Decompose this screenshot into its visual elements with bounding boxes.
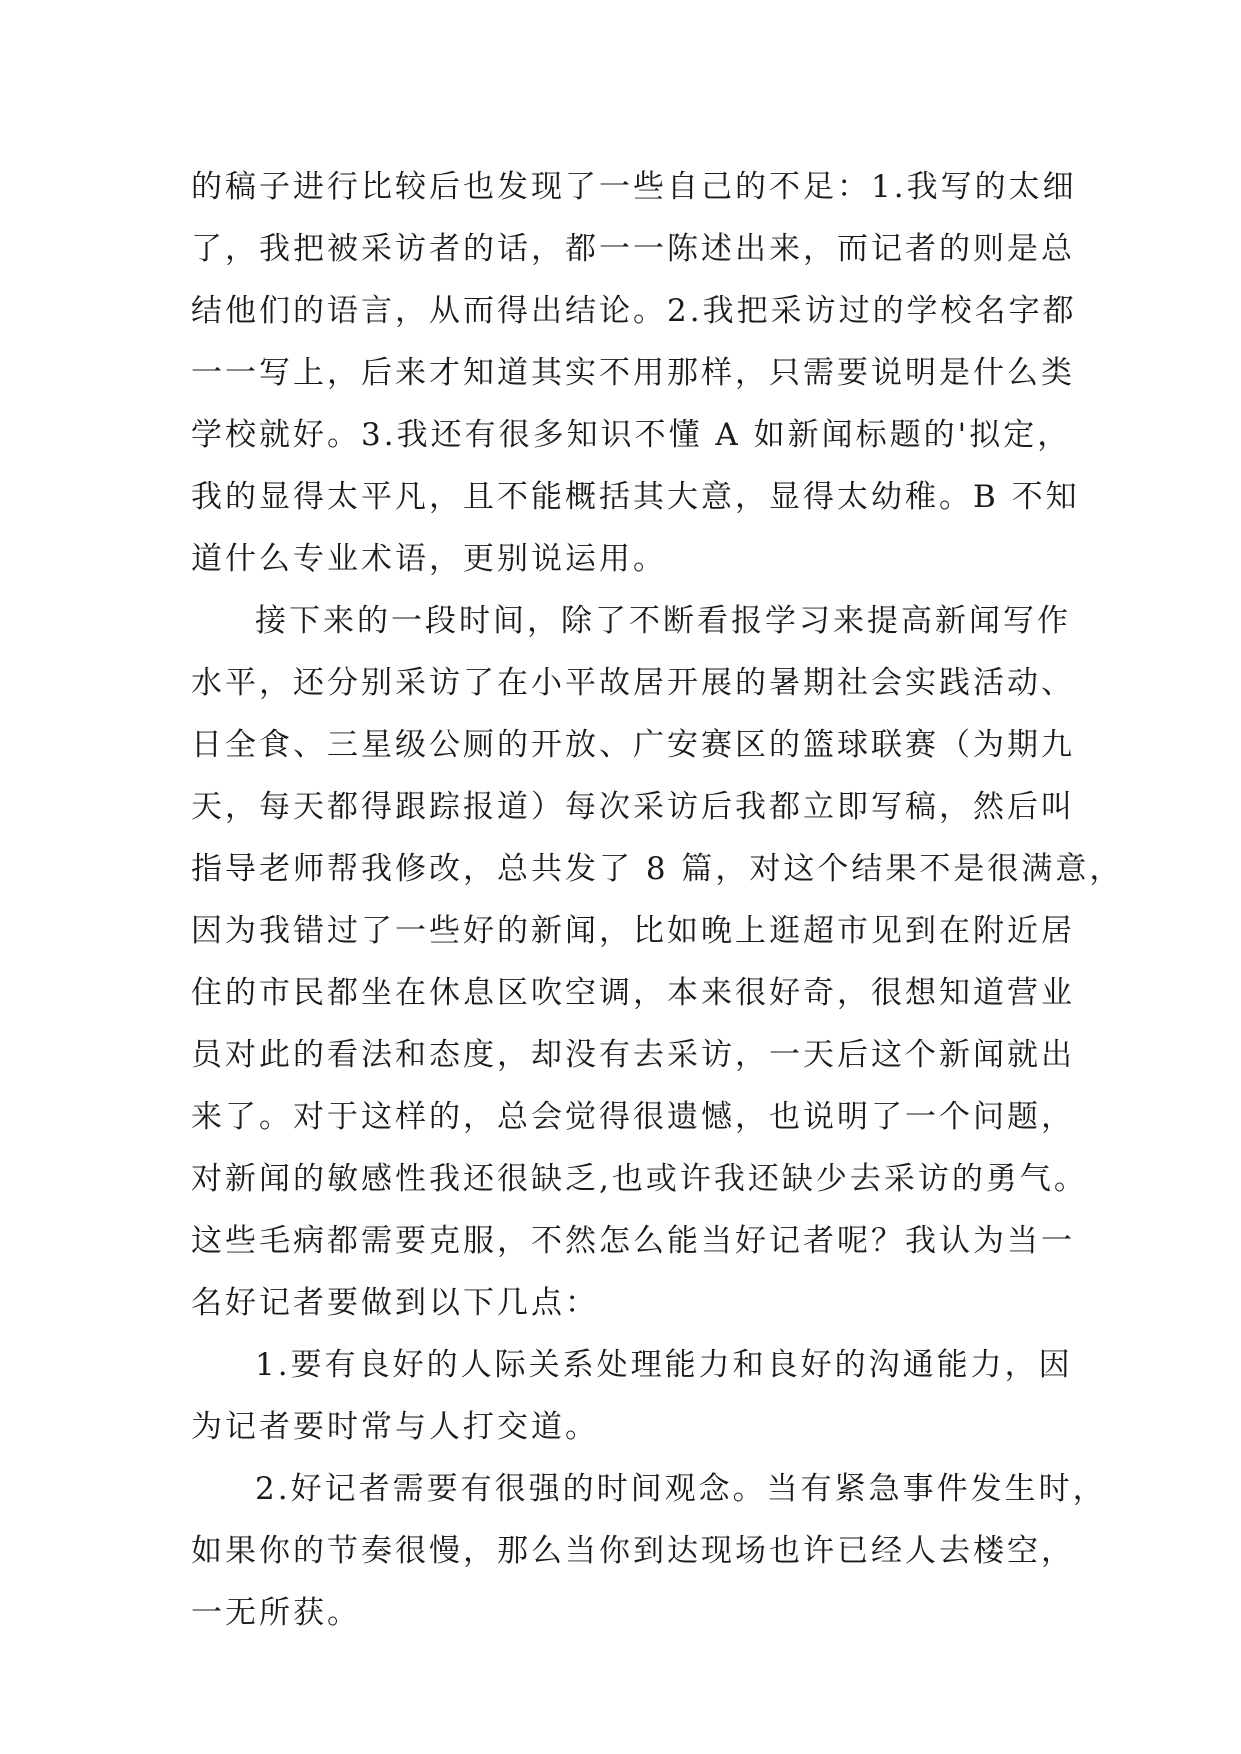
text-line: 结他们的语言，从而得出结论。2.我把采访过的学校名字都 [191,293,1077,329]
body-text [191,156,1124,1644]
text-line: 的稿子进行比较后也发现了一些自己的不足：1.我写的太细 [191,169,1077,205]
text-line: 这些毛病都需要克服，不然怎么能当好记者呢？我认为当一 [191,1223,1075,1259]
text-line: 为记者要时常与人打交道。 [191,1409,599,1445]
text-line: 员对此的看法和态度，却没有去采访，一天后这个新闻就出 [191,1037,1075,1073]
text-line: 我的显得太平凡，且不能概括其大意，显得太幼稚。B 不知 [191,479,1080,515]
text-line: 道什么专业术语，更别说运用。 [191,541,667,577]
text-line: 一一写上，后来才知道其实不用那样，只需要说明是什么类 [191,355,1075,391]
text-line: 了，我把被采访者的话，都一一陈述出来，而记者的则是总 [191,231,1075,267]
list-item-2-first-line: 2.好记者需要有很强的时间观念。当有紧急事件发生时， [255,1471,1107,1507]
list-item-1-first-line: 1.要有良好的人际关系处理能力和良好的沟通能力，因 [255,1347,1073,1383]
text-line: 如果你的节奏很慢，那么当你到达现场也许已经人去楼空， [191,1533,1075,1569]
text-line: 一无所获。 [191,1595,361,1631]
text-line: 水平，还分别采访了在小平故居开展的暑期社会实践活动、 [191,665,1075,701]
text-line: 对新闻的敏感性我还很缺乏,也或许我还缺少去采访的勇气。 [191,1161,1088,1197]
text-line: 学校就好。3.我还有很多知识不懂 A 如新闻标题的'拟定， [191,417,1072,453]
paragraph-first-line: 接下来的一段时间，除了不断看报学习来提高新闻写作 [255,603,1071,639]
text-line: 名好记者要做到以下几点： [191,1285,599,1321]
text-line: 来了。对于这样的，总会觉得很遗憾，也说明了一个问题， [191,1099,1075,1135]
text-line: 住的市民都坐在休息区吹空调，本来很好奇，很想知道营业 [191,975,1075,1011]
text-line: 日全食、三星级公厕的开放、广安赛区的篮球联赛（为期九 [191,727,1075,763]
text-line: 因为我错过了一些好的新闻，比如晚上逛超市见到在附近居 [191,913,1075,949]
text-line: 指导老师帮我修改，总共发了 8 篇，对这个结果不是很满意， [191,851,1124,887]
text-line: 天，每天都得跟踪报道）每次采访后我都立即写稿，然后叫 [191,789,1075,825]
